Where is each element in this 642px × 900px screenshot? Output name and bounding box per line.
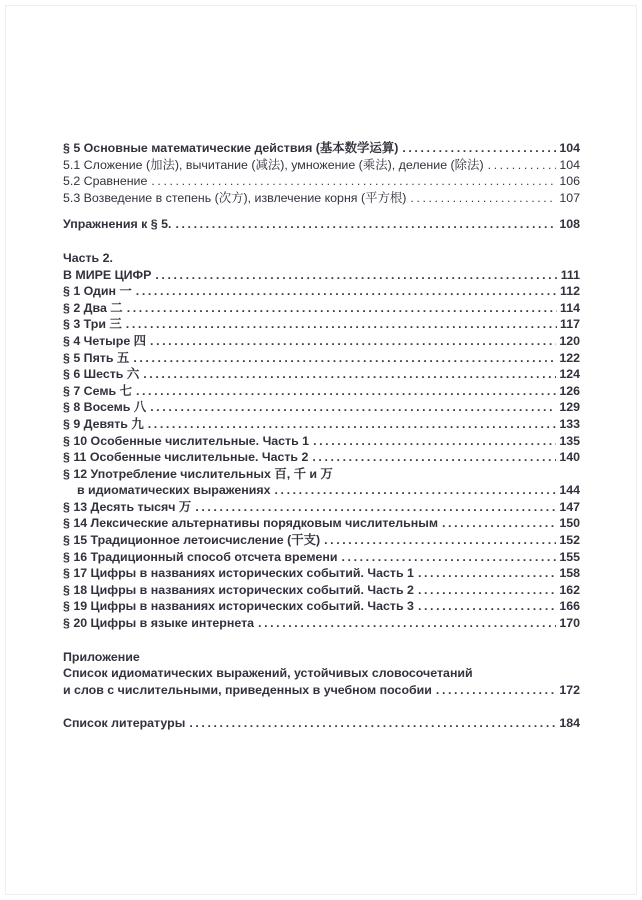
toc-entry-page-number: 122 [559, 350, 580, 365]
dot-leader [127, 300, 557, 317]
toc-entry-title: § 6 Шесть 六 [63, 367, 140, 382]
table-of-contents [63, 140, 580, 732]
toc-entry-title: Упражнения к § 5. [63, 217, 172, 232]
toc-entry-title: § 5 Пять 五 [63, 350, 130, 365]
toc-entry-page-number: 120 [559, 333, 580, 348]
toc-entry-title: § 14 Лексические альтернативы порядковым числительным [63, 516, 439, 531]
dot-leader [418, 598, 556, 615]
toc-entry [63, 515, 580, 532]
dot-leader [418, 565, 556, 582]
toc-entry-page-number: 114 [560, 300, 580, 315]
toc-entry [63, 715, 580, 732]
dot-leader [195, 499, 556, 516]
toc-entry [63, 283, 580, 300]
toc-entry-title: 5.3 Возведение в степень (次方), извлечение корня (平方根) [63, 190, 407, 205]
toc-entry-page-number: 129 [559, 400, 580, 415]
toc-entry-title: § 5 Основные математические действия (基本数学运算) [63, 141, 399, 155]
toc-entry [63, 598, 580, 615]
toc-entry-title: § 3 Три 三 [63, 317, 122, 332]
toc-entry [63, 532, 580, 549]
toc-entry [63, 316, 580, 333]
toc-entry-title: Приложение [63, 649, 140, 664]
toc-entry [63, 350, 580, 367]
toc-entry-title: § 19 Цифры в названиях исторических событий. Часть 3 [63, 599, 414, 614]
toc-entry-page-number: 144 [559, 483, 580, 498]
toc-entry [63, 416, 580, 433]
toc-entry-page-number: 133 [559, 416, 580, 431]
toc-entry-page-number: 104 [559, 157, 580, 172]
toc-entry [63, 157, 580, 174]
toc-entry-page-number: 147 [559, 499, 580, 514]
toc-entry-title: 5.2 Сравнение [63, 174, 148, 189]
toc-entry [63, 565, 580, 582]
dot-leader [136, 283, 557, 300]
toc-entry [63, 665, 580, 682]
toc-entry-page-number: 172 [559, 682, 580, 697]
dot-leader [341, 549, 556, 566]
toc-entry-title: § 2 Два 二 [63, 300, 123, 315]
toc-entry [63, 190, 580, 207]
dot-leader [313, 433, 556, 450]
toc-entry-page-number: 184 [559, 716, 580, 731]
dot-leader [155, 267, 557, 284]
toc-entry-page-number: 111 [560, 267, 580, 282]
dot-leader [258, 615, 556, 632]
dot-leader [136, 383, 556, 400]
dot-leader [143, 366, 556, 383]
toc-entry-title: § 4 Четыре 四 [63, 333, 147, 348]
toc-entry-page-number: 124 [559, 367, 580, 382]
toc-entry-page-number: 166 [559, 599, 580, 614]
toc-entry [63, 682, 580, 699]
toc-entry [63, 399, 580, 416]
toc-entry-title: 5.1 Сложение (加法), вычитание (减法), умножение (乘法), деление (除法) [63, 157, 484, 172]
toc-entry-title: § 13 Десять тысяч 万 [63, 499, 192, 514]
dot-leader [402, 140, 556, 157]
toc-entry [63, 140, 580, 157]
toc-entry [63, 173, 580, 190]
toc-entry-title: § 10 Особенные числительные. Часть 1 [63, 433, 310, 448]
toc-entry-title: § 9 Девять 九 [63, 416, 144, 431]
toc-entry-page-number: 150 [559, 516, 580, 531]
dot-leader [150, 399, 556, 416]
dot-leader [324, 532, 556, 549]
toc-entry-title: Список литературы [63, 716, 186, 731]
toc-entry-title: § 17 Цифры в названиях исторических событий. Часть 1 [63, 566, 414, 581]
dot-leader [126, 316, 557, 333]
toc-entry-page-number: 162 [559, 582, 580, 597]
toc-entry-page-number: 158 [559, 566, 580, 581]
dot-leader [418, 582, 556, 599]
toc-entry-page-number: 126 [559, 383, 580, 398]
toc-entry-page-number: 107 [559, 190, 580, 205]
toc-entry-title: § 16 Традиционный способ отсчета времени [63, 549, 338, 564]
toc-entry-title: В МИРЕ ЦИФР [63, 267, 152, 282]
toc-entry [63, 333, 580, 350]
toc-entry-title: § 18 Цифры в названиях исторических событий. Часть 2 [63, 582, 414, 597]
toc-entry-page-number: 108 [559, 217, 580, 232]
toc-entry-page-number: 104 [559, 141, 580, 155]
toc-entry-page-number: 155 [559, 549, 580, 564]
toc-entry [63, 649, 580, 666]
dot-leader [175, 216, 556, 233]
toc-entry-page-number: 135 [559, 433, 580, 448]
toc-entry-title: в идиоматических выражениях [77, 483, 271, 498]
toc-entry-page-number: 152 [559, 533, 580, 548]
toc-entry-title: § 1 Один 一 [63, 284, 132, 299]
toc-entry-title: § 8 Восемь 八 [63, 400, 147, 415]
toc-entry-title: § 20 Цифры в языке интернета [63, 616, 255, 631]
toc-entry [63, 449, 580, 466]
dot-leader [150, 333, 556, 350]
toc-entry-title: § 11 Особенные числительные. Часть 2 [63, 450, 309, 465]
dot-leader [148, 416, 557, 433]
dot-leader [442, 515, 556, 532]
dot-leader [436, 682, 556, 699]
toc-entry [63, 499, 580, 516]
dot-leader [312, 449, 556, 466]
toc-entry-page-number: 140 [559, 450, 580, 465]
toc-entry [63, 383, 580, 400]
dot-leader [410, 190, 556, 207]
toc-entry-title: Часть 2. [63, 250, 113, 265]
toc-entry [63, 549, 580, 566]
toc-entry-title: § 15 Традиционное летоисчисление (干支) [63, 533, 321, 548]
toc-entry [63, 615, 580, 632]
toc-entry [63, 366, 580, 383]
dot-leader [133, 350, 556, 367]
toc-entry-page-number: 117 [560, 317, 580, 332]
dot-leader [151, 173, 556, 190]
toc-entry-title: и слов с числительными, приведенных в учебном пособии [63, 682, 432, 697]
dot-leader [189, 715, 556, 732]
toc-entry-title: Список идиоматических выражений, устойчивых словосочетаний [63, 666, 473, 681]
toc-entry [63, 482, 580, 499]
toc-entry [63, 250, 580, 267]
toc-entry [63, 267, 580, 284]
toc-entry-page-number: 170 [559, 616, 580, 631]
toc-entry [63, 433, 580, 450]
toc-entry [63, 466, 580, 483]
toc-entry [63, 582, 580, 599]
toc-entry-title: § 7 Семь 七 [63, 383, 132, 398]
toc-entry-page-number: 106 [559, 174, 580, 189]
toc-entry [63, 300, 580, 317]
toc-entry-page-number: 112 [560, 284, 580, 299]
dot-leader [275, 482, 557, 499]
toc-entry-title: § 12 Употребление числительных 百, 千 и 万 [63, 466, 333, 481]
dot-leader [488, 157, 557, 174]
toc-entry [63, 216, 580, 233]
